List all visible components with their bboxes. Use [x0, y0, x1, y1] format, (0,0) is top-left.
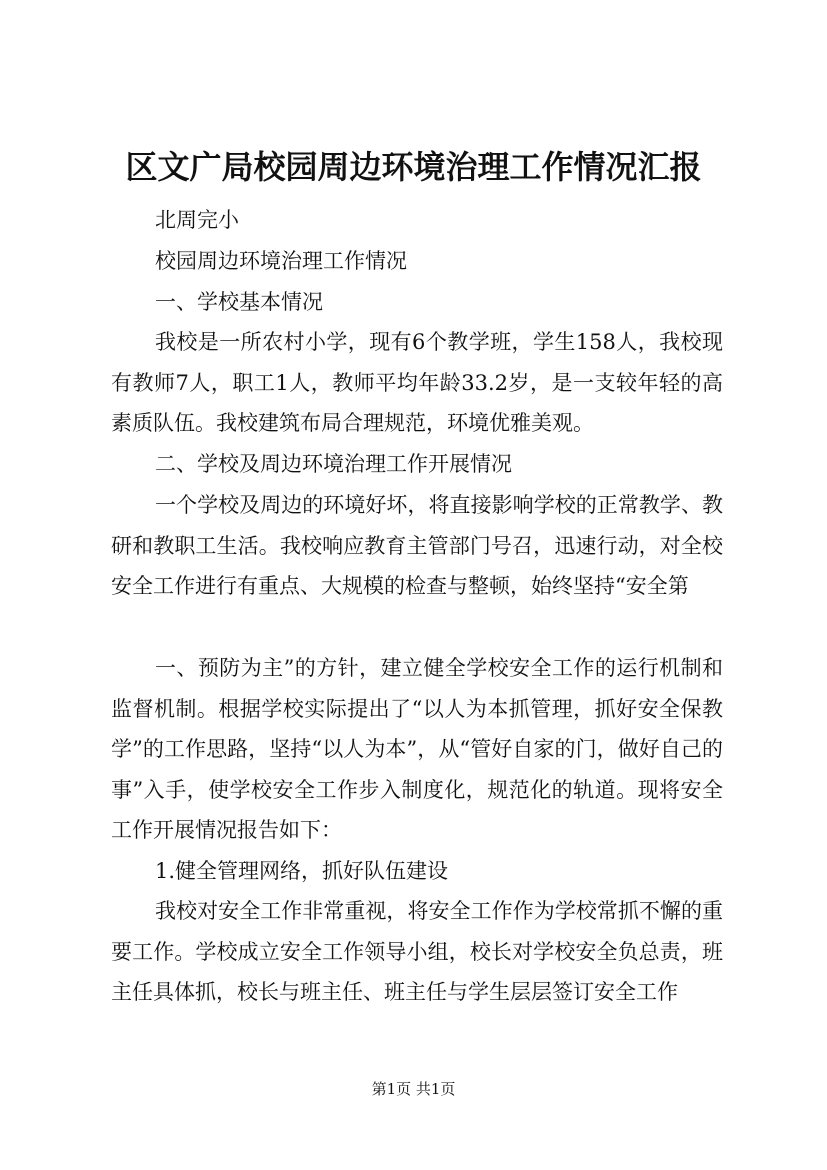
paragraph-management-network: 我校对安全工作非常重视，将安全工作作为学校常抓不懈的重要工作。学校成立安全工作领导小组，校长对学校安全负总责，班主任具体抓，校长与班主任、班主任与学生层层签订安全工作	[111, 899, 723, 1004]
page-footer: 第1页 共1页	[371, 1080, 456, 1098]
paragraph-safety-policy: 一、预防为主”的方针，建立健全学校安全工作的运行机制和监督机制。根据学校实际提出了“以人为本抓管理，抓好安全保教学”的工作思路，坚持“以人为本”，从“管好自家的门，做好自己的事”入手，使学校安全工作步入制度化，规范化的轨道。现将安全工作开展情况报告如下：	[111, 656, 723, 842]
paragraph-school-name: 北周完小	[155, 208, 239, 232]
paragraph-subtitle: 校园周边环境治理工作情况	[155, 249, 407, 273]
paragraph-basic-info: 我校是一所农村小学，现有6个教学班，学生158人，我校现有教师7人，职工1人，教师平均年龄33.2岁，是一支较年轻的高素质队伍。我校建筑布局合理规范，环境优雅美观。	[111, 330, 723, 435]
paragraph-item-1-heading: 1.健全管理网络，抓好队伍建设	[155, 859, 449, 883]
paragraph-section-1-heading: 一、学校基本情况	[155, 290, 323, 314]
paragraph-section-2-heading: 二、学校及周边环境治理工作开展情况	[155, 452, 512, 476]
document-title: 区文广局校园周边环境治理工作情况汇报	[125, 148, 702, 186]
paragraph-environment-intro: 一个学校及周边的环境好坏，将直接影响学校的正常教学、教研和教职工生活。我校响应教育主管部门号召，迅速行动，对全校安全工作进行有重点、大规模的检查与整顿，始终坚持“安全第	[111, 493, 723, 598]
